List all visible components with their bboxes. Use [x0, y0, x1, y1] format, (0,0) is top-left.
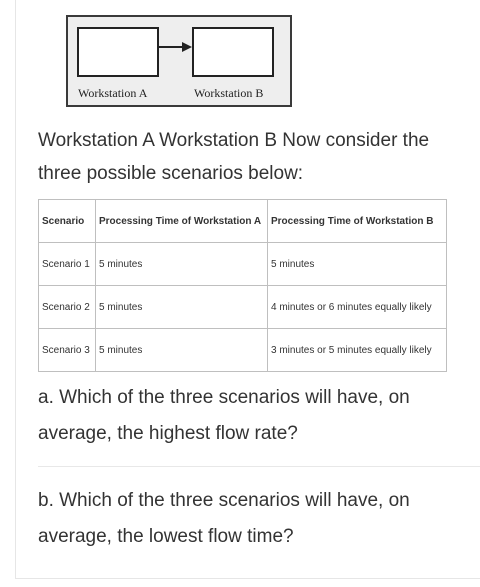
intro-line-2: three possible scenarios below:: [38, 163, 304, 184]
cell-scenario: Scenario 2: [39, 286, 96, 329]
workstation-b-box: [192, 27, 274, 77]
header-scenario: Scenario: [39, 200, 96, 243]
intro-line-1: Workstation A Workstation B Now consider the: [38, 130, 430, 151]
workstation-b-label: Workstation B: [194, 86, 264, 100]
cell-time-a: 5 minutes: [96, 243, 268, 286]
workstation-a-box: [77, 27, 159, 77]
table-header-row: [39, 200, 447, 243]
cell-time-a: 5 minutes: [96, 329, 268, 372]
intro-text: [38, 124, 480, 190]
cell-time-a: 5 minutes: [96, 286, 268, 329]
cell-scenario: Scenario 1: [39, 243, 96, 286]
table-row: [39, 243, 447, 286]
question-a: a. Which of the three scenarios will have, on average, the highest flow rate?: [38, 387, 410, 444]
table-row: [39, 329, 447, 372]
process-flow-diagram: [66, 15, 292, 107]
workstation-a-label: Workstation A: [78, 86, 148, 100]
flow-arrow-icon: [158, 41, 194, 53]
table-row: [39, 286, 447, 329]
scenario-table: [38, 199, 447, 372]
cell-time-b: 4 minutes or 6 minutes equally likely: [268, 286, 447, 329]
header-time-a: Processing Time of Workstation A: [96, 200, 268, 243]
cell-time-b: 3 minutes or 5 minutes equally likely: [268, 329, 447, 372]
divider: [38, 466, 480, 467]
cell-scenario: Scenario 3: [39, 329, 96, 372]
question-b: b. Which of the three scenarios will have, on average, the lowest flow time?: [38, 490, 410, 547]
cell-time-b: 5 minutes: [268, 243, 447, 286]
header-time-b: Processing Time of Workstation B: [268, 200, 447, 243]
